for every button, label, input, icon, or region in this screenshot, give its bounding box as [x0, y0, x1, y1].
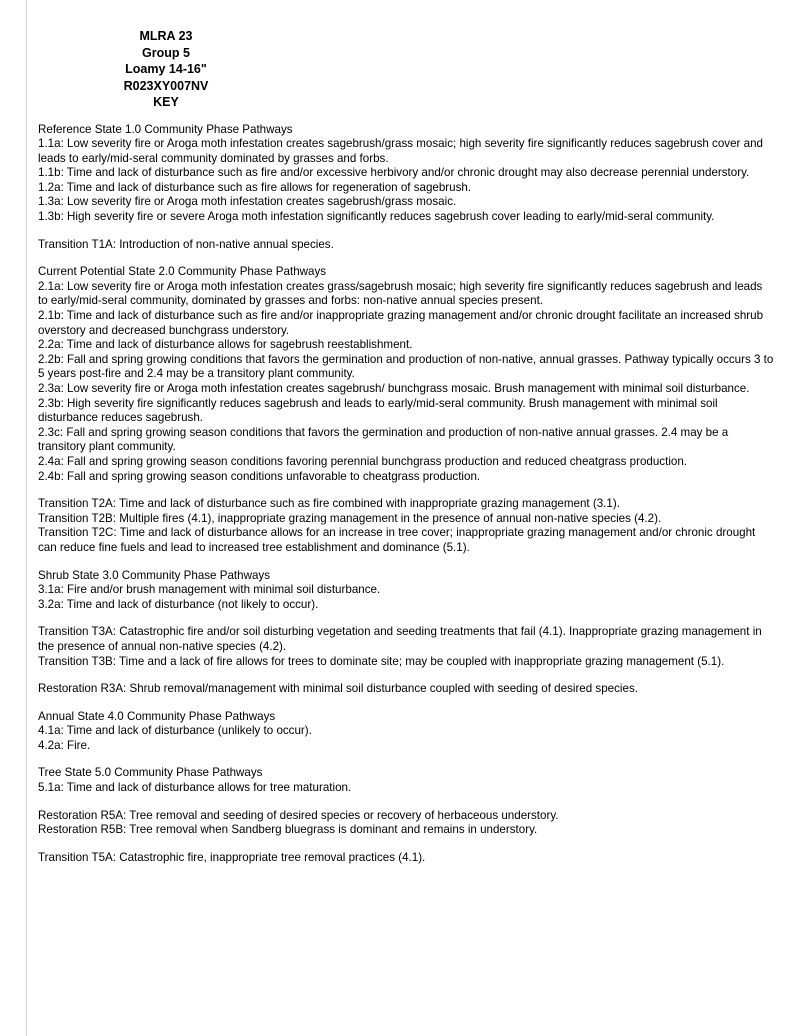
text-line: Restoration R5A: Tree removal and seeding of desired species or recovery of herbaceous understory. [38, 808, 559, 822]
text-line: 5.1a: Time and lack of disturbance allows for tree maturation. [38, 781, 352, 795]
document-body [38, 123, 774, 866]
section-annual-state [38, 710, 774, 754]
section-restorations-r5 [38, 809, 774, 838]
text-line: 1.1b: Time and lack of disturbance such as fire and/or excessive herbivory and/or chronic drought may also decrease perennial understory. [38, 166, 750, 180]
scan-edge-artifact [26, 0, 27, 1036]
text-line: Shrub State 3.0 Community Phase Pathways [38, 568, 270, 582]
text-line: 2.3a: Low severity fire or Aroga moth infestation creates sagebrush/ bunchgrass mosaic. Brush management with minimal soil disturbance. [38, 382, 750, 395]
text-line: 2.1a: Low severity fire or Aroga moth infestation creates grass/sagebrush mosaic; high severity fire significantly reduces sagebrush and leads to early/mid-seral community, dominated by grasses and forbs: non-native annual species present. [38, 279, 763, 308]
document-header [86, 28, 246, 111]
text-line: 2.2a: Time and lack of disturbance allows for sagebrush reestablishment. [38, 338, 413, 352]
text-line: 1.3b: High severity fire or severe Aroga moth infestation significantly reduces sagebrush cover leading to early/mid-seral community. [38, 210, 715, 224]
section-reference-state [38, 123, 774, 225]
text-line: 1.1a: Low severity fire or Aroga moth infestation creates sagebrush/grass mosaic; high severity fire significantly reduces sagebrush cover and leads to early/mid-seral community dominated by grasses and forbs. [38, 137, 763, 165]
text-line: Restoration R3A: Shrub removal/management with minimal soil disturbance coupled with seeding of desired species. [38, 682, 638, 696]
text-line: Transition T2C: Time and lack of disturbance allows for an increase in tree cover; inappropriate grazing management and/or chronic drought can reduce fine fuels and lead to increased tree establishment and dominance (5.1). [38, 526, 756, 554]
section-shrub-state [38, 569, 774, 613]
header-line-site-name: Loamy 14-16" [125, 62, 207, 76]
text-line: 2.3c: Fall and spring growing season conditions that favors the germination and production of non-native annual grasses. 2.4 may be a transitory plant community. [38, 425, 729, 454]
section-restoration-r3a [38, 682, 774, 697]
text-line: 3.2a: Time and lack of disturbance (not likely to occur). [38, 597, 319, 611]
text-line: Transition T3B: Time and a lack of fire allows for trees to dominate site; may be coupled with inappropriate grazing management (5.1). [38, 654, 725, 668]
text-line: 4.1a: Time and lack of disturbance (unlikely to occur). [38, 724, 312, 738]
section-current-potential-state [38, 265, 774, 484]
text-line: 2.4a: Fall and spring growing season conditions favoring perennial bunchgrass production and reduced cheatgrass production. [38, 454, 688, 468]
header-line-mlra: MLRA 23 [139, 29, 193, 43]
text-line: Transition T1A: Introduction of non-native annual species. [38, 237, 334, 251]
text-line: Reference State 1.0 Community Phase Pathways [38, 122, 293, 136]
section-transitions-t2 [38, 497, 774, 555]
text-line: 2.1b: Time and lack of disturbance such as fire and/or inappropriate grazing management and/or chronic drought facilitate an increased shrub overstory and decreased bunchgrass understory. [38, 309, 764, 337]
text-line: 2.2b: Fall and spring growing conditions that favors the germination and production of non-native, annual grasses. Pathway typically occurs 3 to 5 years post-fire and 2.4 may be a transitory plant community. [38, 352, 774, 381]
text-line: 2.3b: High severity fire significantly reduces sagebrush and leads to early/mid-seral community. Brush management with minimal soil disturbance reduces sagebrush. [38, 396, 718, 425]
header-line-group: Group 5 [142, 45, 190, 60]
text-line: Transition T3A: Catastrophic fire and/or soil disturbing vegetation and seeding treatments that fail (4.1). Inappropriate grazing management in the presence of annual non-native species (4.2). [38, 625, 762, 653]
section-transition-t5a [38, 851, 774, 866]
header-line-key: KEY [153, 95, 179, 109]
text-line: Restoration R5B: Tree removal when Sandberg bluegrass is dominant and remains in understory. [38, 823, 538, 837]
text-line: 1.2a: Time and lack of disturbance such as fire allows for regeneration of sagebrush. [38, 180, 472, 194]
text-line: 4.2a: Fire. [38, 738, 91, 752]
text-line: Transition T2B: Multiple fires (4.1), inappropriate grazing management in the presence of annual non-native species (4.2). [38, 511, 662, 525]
text-line: Transition T2A: Time and lack of disturbance such as fire combined with inappropriate grazing management (3.1). [38, 497, 620, 511]
section-transitions-t3 [38, 625, 774, 669]
text-line: 3.1a: Fire and/or brush management with minimal soil disturbance. [38, 583, 381, 597]
section-transition-t1a [38, 238, 774, 253]
text-line: Current Potential State 2.0 Community Phase Pathways [38, 265, 327, 279]
text-line: Annual State 4.0 Community Phase Pathways [38, 709, 276, 723]
text-line: Tree State 5.0 Community Phase Pathways [38, 766, 263, 780]
header-line-site-id: R023XY007NV [123, 78, 209, 93]
text-line: Transition T5A: Catastrophic fire, inappropriate tree removal practices (4.1). [38, 850, 426, 864]
text-line: 2.4b: Fall and spring growing season conditions unfavorable to cheatgrass production. [38, 469, 481, 483]
text-line: 1.3a: Low severity fire or Aroga moth infestation creates sagebrush/grass mosaic. [38, 195, 457, 209]
section-tree-state [38, 766, 774, 795]
